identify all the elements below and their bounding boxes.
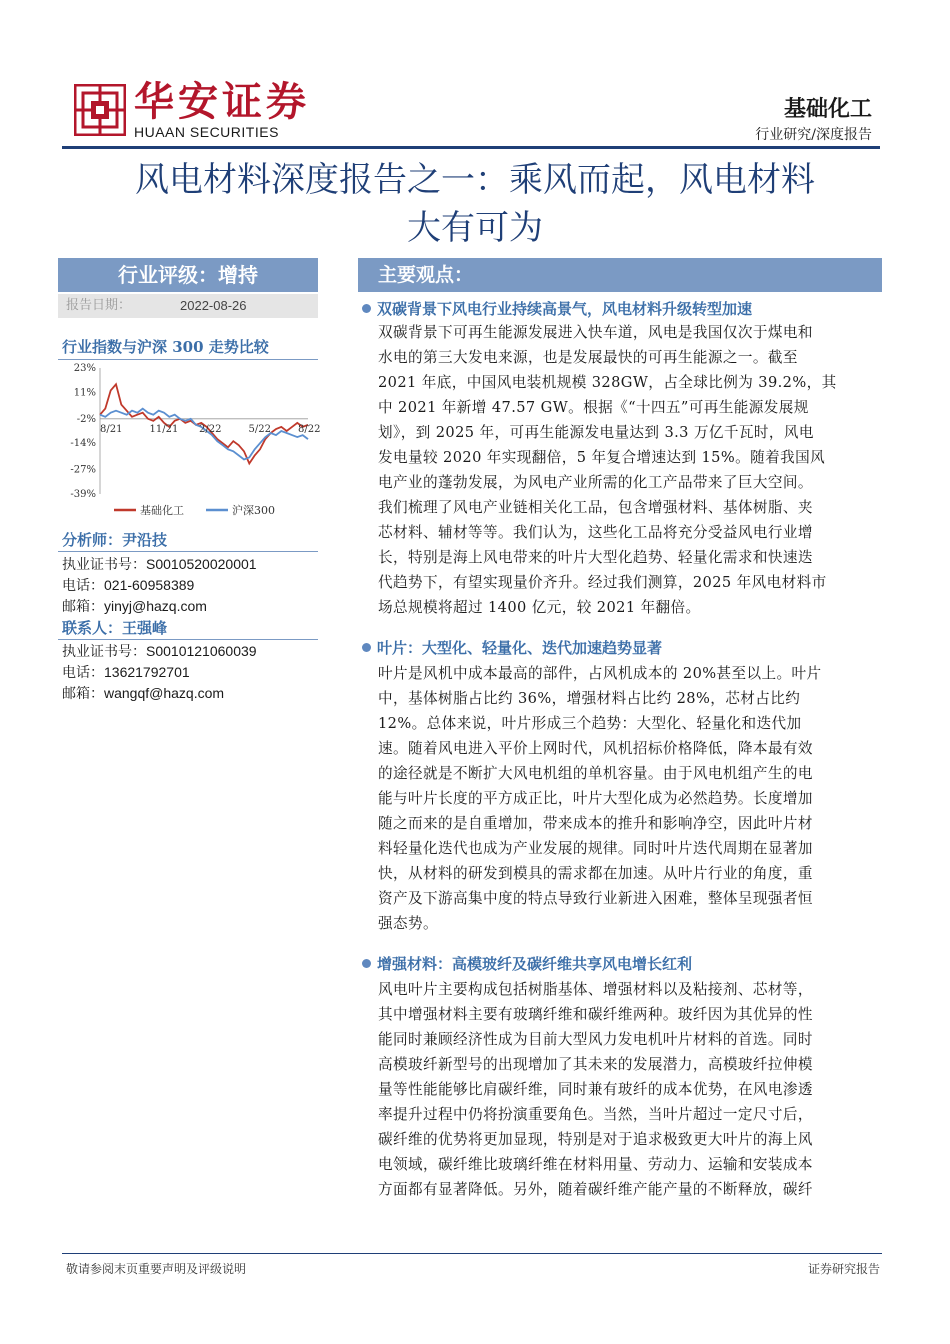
company-name-cn: 华安证券 [134,78,310,125]
x-tick-label: 11/21 [149,423,179,435]
contact-cert-value: S0010121060039 [146,643,257,659]
footer-disclaimer: 敬请参阅末页重要声明及评级说明 [66,1262,247,1276]
x-tick-label: 2/22 [199,423,222,435]
report-title-line1: 风电材料深度报告之一：乘风而起，风电材料 [135,160,815,200]
contact-phone-value: 13621792701 [104,664,190,680]
paragraph-line: 电产业的蓬勃发展，为风电产业所需的化工产品带来了巨大空间。 [378,474,813,491]
paragraph-line: 高模玻纤新型号的出现增加了其未来的发展潜力，高模玻纤拉伸模 [378,1056,813,1073]
header-divider [62,146,880,149]
paragraph-line: 快，从材料的研发到模具的需求都在加速。从叶片行业的角度，重 [378,865,813,882]
paragraph-line: 划》，到 2025 年，可再生能源发电量达到 3.3 万亿千瓦时，风电 [378,424,814,441]
analyst-phone-label: 电话： [62,578,104,594]
contact-heading: 联系人：王强峰 [62,619,168,637]
section-1-heading [362,298,752,320]
paragraph-line: 的途径就是不断扩大风电机组的单机容量。由于风电机组产生的电 [378,765,813,782]
contact-phone-row [62,662,190,684]
paragraph-line: 芯材料、辅材等等。我们认为，这些化工品将充分受益风电行业增 [378,524,813,541]
paragraph-line: 随之而来的是自重增加，带来成本的推升和影响净空，因此叶片材 [378,815,813,832]
chart-title-divider [58,359,318,360]
analyst-email-link[interactable]: yinyj@hazq.com [104,598,207,614]
paragraph-line: 叶片是风机中成本最高的部件，占风机成本的 20%甚至以上。叶片 [378,665,822,682]
contact-phone-label: 电话： [62,665,104,681]
paragraph-line: 其中增强材料主要有玻璃纤维和碳纤维两种。玻纤因为其优异的性 [378,1006,813,1023]
section-3-heading [362,953,692,975]
main-points-heading: 主要观点： [358,258,882,292]
paragraph-line: 中 2021 年新增 47.57 GW。根据《“十四五”可再生能源发展规 [378,399,809,416]
paragraph-line: 碳纤维的优势将更加显现，特别是对于追求极致更大叶片的海上风 [378,1131,813,1148]
section-2-heading [362,637,662,659]
paragraph-line: 2021 年底，中国风电装机规模 328GW，占全球比例为 39.2%，其 [378,374,837,391]
section-1-body [378,320,866,620]
paragraph-line: 电领域，碳纤维比玻璃纤维在材料用量、劳动力、运输和安装成本 [378,1156,813,1173]
chart-title: 行业指数与沪深 300 走势比较 [62,338,269,356]
report-date-label: 报告日期： [66,298,132,313]
section-3-body [378,977,866,1202]
report-title-line2: 大有可为 [407,208,543,248]
y-tick-label: 11% [73,387,96,399]
section-1-heading-text: 双碳背景下风电行业持续高景气，风电材料升级转型加速 [377,300,753,318]
analyst-phone-row [62,575,194,597]
analyst-cert-label: 执业证书号： [62,557,146,573]
y-tick-label: -39% [70,489,96,500]
paragraph-line: 水电的第三大发电来源，也是发展最快的可再生能源之一。截至 [378,349,798,366]
y-tick-label: -14% [70,438,96,450]
contact-cert-label: 执业证书号： [62,644,146,660]
industry-rating: 行业评级：增持 [58,258,318,292]
y-tick-label: -2% [76,413,96,425]
trend-chart [58,362,320,522]
paragraph-line: 发电量较 2020 年实现翻倍，5 年复合增速达到 15%。随着我国风 [378,449,826,466]
report-date-row [58,294,318,318]
bullet-dot-icon [362,643,371,652]
analyst-divider [58,551,318,552]
analyst-email-row [62,596,207,618]
legend-label: 沪深300 [232,504,275,517]
paragraph-line: 我们梳理了风电产业链相关化工品，包含增强材料、基体树脂、夹 [378,499,813,516]
paragraph-line: 12%。总体来说，叶片形成三个趋势：大型化、轻量化和迭代加 [378,715,802,732]
analyst-phone-value: 021-60958389 [104,577,195,593]
paragraph-line: 双碳背景下可再生能源发展进入快车道，风电是我国仅次于煤电和 [378,324,813,341]
contact-email-row [62,683,224,705]
paragraph-line: 场总规模将超过 1400 亿元，较 2021 年翻倍。 [378,599,701,616]
contact-cert-row [62,641,257,663]
contact-divider [58,639,318,640]
paragraph-line: 量等性能能够比肩碳纤维，同时兼有玻纤的成本优势，在风电渗透 [378,1081,813,1098]
bullet-dot-icon [362,959,371,968]
legend-label: 基础化工 [140,504,184,517]
x-tick-label: 8/22 [298,423,320,435]
contact-email-link[interactable]: wangqf@hazq.com [104,685,225,701]
analyst-email-label: 邮箱： [62,599,104,615]
paragraph-line: 中，基体树脂占比约 36%，增强材料占比约 28%，芯材占比约 [378,690,801,707]
sector-label: 基础化工 [783,96,872,122]
footer-divider [62,1253,882,1254]
x-tick-label: 5/22 [248,423,271,435]
analyst-heading: 分析师：尹沿技 [62,531,168,549]
paragraph-line: 速。随着风电进入平价上网时代，风机招标价格降低，降本最有效 [378,740,813,757]
analyst-cert-row [62,554,257,576]
report-title [62,156,888,252]
section-3-heading-text: 增强材料：高模玻纤及碳纤维共享风电增长红利 [377,955,693,973]
x-tick-label: 8/21 [100,423,123,435]
paragraph-line: 风电叶片主要构成包括树脂基体、增强材料以及粘接剂、芯材等， [378,981,813,998]
company-logo-mark-icon [74,84,126,136]
paragraph-line: 资产及下游高集中度的特点导致行业新进入困难，整体呈现强者恒 [378,890,813,907]
section-2-body [378,661,866,936]
paragraph-line: 能同时兼顾经济性成为目前大型风力发电机叶片材料的首选。同时 [378,1031,813,1048]
paragraph-line: 方面都有显著降低。另外，随着碳纤维产能产量的不断释放，碳纤 [378,1181,813,1198]
report-date-value: 2022-08-26 [180,298,247,313]
paragraph-line: 强态势。 [378,915,438,932]
section-2-heading-text: 叶片：大型化、轻量化、迭代加速趋势显著 [377,639,663,657]
paragraph-line: 率提升过程中仍将扮演重要角色。当然，当叶片超过一定尺寸后， [378,1106,813,1123]
paragraph-line: 料轻量化迭代也成为产业发展的规律。同时叶片迭代周期在显著加 [378,840,813,857]
contact-email-label: 邮箱： [62,686,104,702]
analyst-cert-value: S0010520020001 [146,556,257,572]
paragraph-line: 长，特别是海上风电带来的叶片大型化趋势、轻量化需求和快速迭 [378,549,813,566]
company-name-en: HUAAN SECURITIES [134,124,279,140]
paragraph-line: 能与叶片长度的平方成正比，叶片大型化成为必然趋势。长度增加 [378,790,813,807]
paragraph-line: 代趋势下，有望实现量价齐升。经过我们测算，2025 年风电材料市 [378,574,827,591]
y-tick-label: -27% [70,464,96,476]
footer-report-label: 证券研究报告 [807,1262,880,1276]
bullet-dot-icon [362,304,371,313]
report-type-label: 行业研究/深度报告 [755,127,872,143]
y-tick-label: 23% [73,363,96,374]
